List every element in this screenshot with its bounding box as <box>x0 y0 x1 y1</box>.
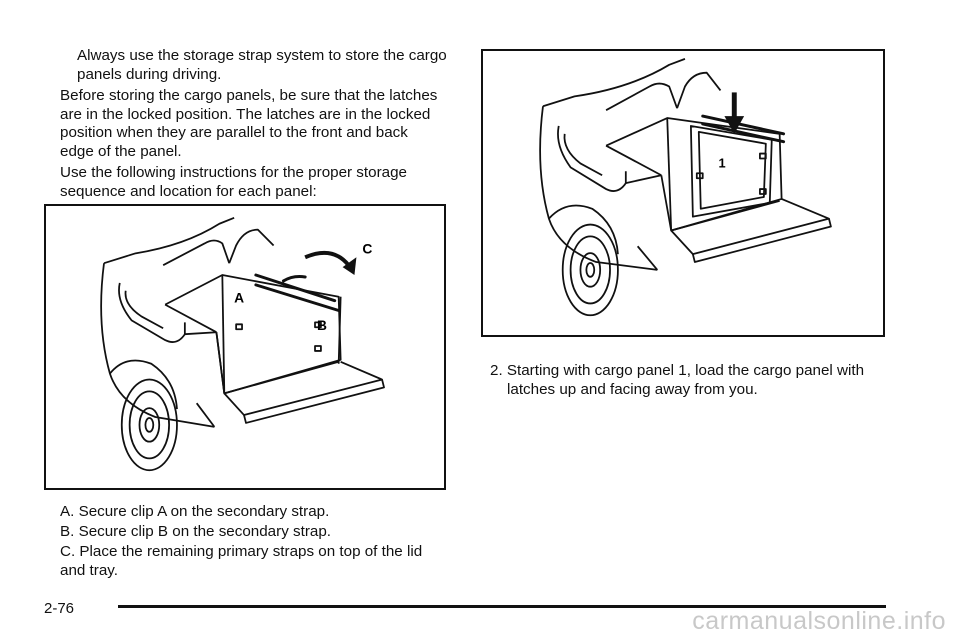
latches-paragraph: Before storing the cargo panels, be sure that the latches are in the locked position. The latches are in the locked position when they are parallel to the front and back edge of the panel. <box>60 87 438 160</box>
caption-a: A. Secure clip A on the secondary strap. <box>60 503 330 520</box>
instructions-paragraph: Use the following instructions for the proper storage sequence and location for each panel: <box>60 164 407 200</box>
label-b: B <box>316 318 327 334</box>
watermark-logo: carmanualsonline.info <box>692 607 946 635</box>
bullet-continuation-text: Always use the storage strap system to store the cargo panels during driving. <box>77 47 447 83</box>
caption-c: C. Place the remaining primary straps on top of the lid and tray. <box>60 543 423 579</box>
label-a: A <box>234 290 245 306</box>
cargo-panel-storage-illustration <box>44 204 446 490</box>
step-2-text: 2. Starting with cargo panel 1, load the cargo panel with latches up and facing away from you. <box>490 362 865 398</box>
label-panel-1: 1 <box>718 155 726 171</box>
truck-bed-straps-drawing <box>46 206 444 488</box>
page-number: 2-76 <box>44 600 75 617</box>
truck-bed-panel-drawing <box>483 51 883 335</box>
caption-b: B. Secure clip B on the secondary strap. <box>60 523 331 540</box>
label-c: C <box>362 241 373 257</box>
cargo-panel-loading-illustration <box>481 49 885 337</box>
